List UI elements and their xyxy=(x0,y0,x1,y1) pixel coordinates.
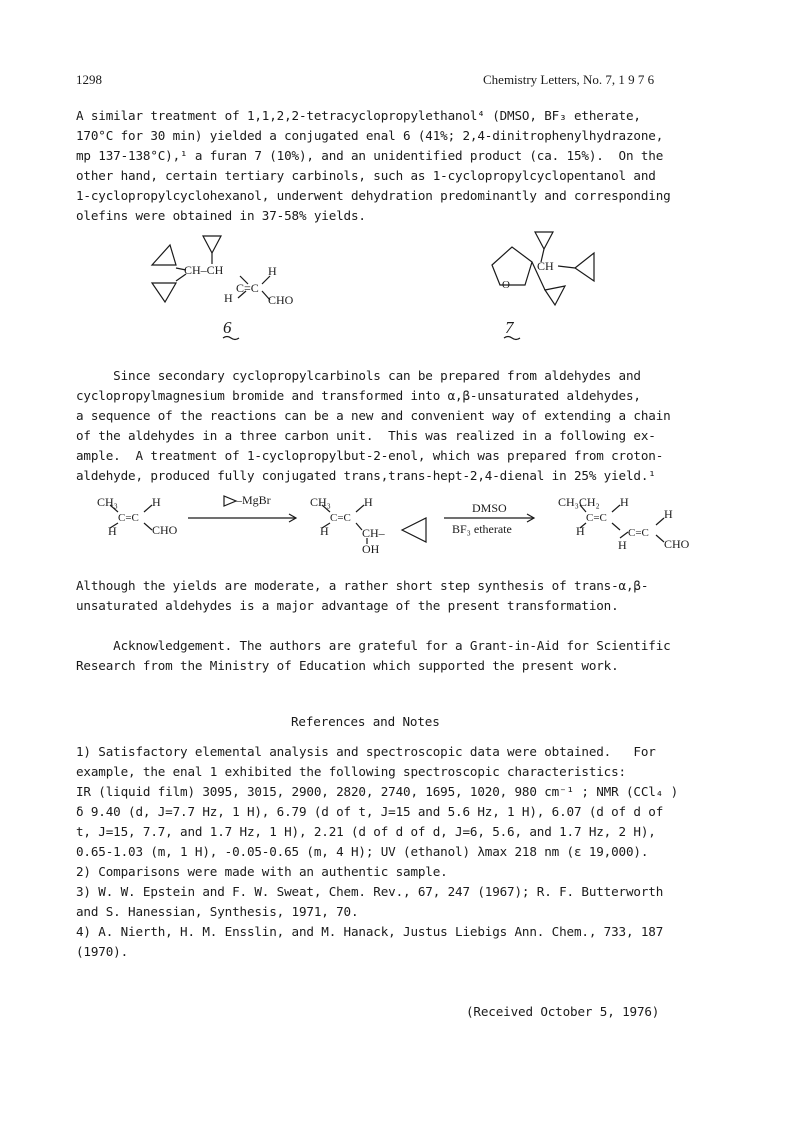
atom-label: C=C xyxy=(628,527,649,539)
atom-label: C=C xyxy=(586,512,607,524)
paragraph-line: Since secondary cyclopropylcarbinols can be prepared from aldehydes and xyxy=(76,368,641,383)
atom-label: H xyxy=(364,495,373,509)
paragraph-line: aldehyde, produced fully conjugated trans,trans-hept-2,4-dienal in 25% yield.¹ xyxy=(76,468,656,483)
atom-label: C=C xyxy=(118,512,139,524)
atom-label: H xyxy=(268,264,277,278)
atom-label: CH–CH xyxy=(184,263,224,277)
journal-header: Chemistry Letters, No. 7, 1 9 7 6 xyxy=(483,72,655,87)
paragraph-line: A similar treatment of 1,1,2,2-tetracyclopropylethanol⁴ (DMSO, BF₃ etherate, xyxy=(76,108,641,123)
paragraph-line: other hand, certain tertiary carbinols, such as 1-cyclopropylcyclopentanol and xyxy=(76,168,656,183)
reference-line: δ 9.40 (d, J=7.7 Hz, 1 H), 6.79 (d of t, J=15 and 5.6 Hz, 1 H), 6.07 (d of d of xyxy=(76,804,664,819)
paragraph-line: of the aldehydes in a three carbon unit. This was realized in a following ex- xyxy=(76,428,656,443)
reference-line: 4) A. Nierth, H. M. Ensslin, and M. Hanack, Justus Liebigs Ann. Chem., 733, 187 xyxy=(76,924,664,939)
reagent-dmso: DMSO xyxy=(472,501,507,515)
atom-label: H xyxy=(576,524,585,538)
atom-label: O xyxy=(502,279,510,291)
references-title: References and Notes xyxy=(291,714,440,729)
atom-label: CHO xyxy=(268,293,294,307)
atom-label: H xyxy=(664,507,673,521)
atom-label: CH₃ xyxy=(97,495,118,509)
acknowledgement-line: Research from the Ministry of Education which supported the present work. xyxy=(76,658,619,673)
page-number: 1298 xyxy=(76,72,102,87)
paragraph-line: 1-cyclopropylcyclohexanol, underwent dehydration predominantly and corresponding xyxy=(76,188,671,203)
atom-label: OH xyxy=(362,542,380,556)
cyclopropyl-ring xyxy=(402,518,426,542)
paragraph-line: Although the yields are moderate, a rather short step synthesis of trans-α,β- xyxy=(76,578,649,593)
reference-line: example, the enal 1 exhibited the following spectroscopic characteristics: xyxy=(76,764,626,779)
reference-line: 0.65-1.03 (m, 1 H), -0.05-0.65 (m, 4 H); UV (ethanol) λmax 218 nm (ε 19,000). xyxy=(76,844,649,859)
reagent-grignard: –MgBr xyxy=(236,493,271,507)
cyclopropyl-ring xyxy=(545,286,565,305)
reference-line: 1) Satisfactory elemental analysis and spectroscopic data were obtained. For xyxy=(76,744,656,759)
paragraph-line: 170°C for 30 min) yielded a conjugated enal 6 (41%; 2,4-dinitrophenylhydrazone, xyxy=(76,128,664,143)
reference-line: t, J=15, 7.7, and 1.7 Hz, 1 H), 2.21 (d of d of d, J=6, 5.6, and 1.7 Hz, 2 H), xyxy=(76,824,656,839)
paragraph-line: cyclopropylmagnesium bromide and transformed into α,β-unsaturated aldehydes, xyxy=(76,388,641,403)
atom-label: CH₃CH₂ xyxy=(558,495,600,509)
compound-label-7: 7 xyxy=(505,318,514,337)
cyclopropyl-ring xyxy=(152,245,176,265)
reference-line: 2) Comparisons were made with an authentic sample. xyxy=(76,864,448,879)
received-date: (Received October 5, 1976) xyxy=(466,1004,660,1019)
cyclopropyl-ring xyxy=(203,236,221,253)
cyclopropyl-ring xyxy=(152,283,176,302)
paragraph-line: unsaturated aldehydes is a major advantage of the present transformation. xyxy=(76,598,619,613)
paragraph-line: olefins were obtained in 37-58% yields. xyxy=(76,208,366,223)
paragraph-line: mp 137-138°C),¹ a furan 7 (10%), and an unidentified product (ca. 15%). On the xyxy=(76,148,664,163)
reference-line: 3) W. W. Epstein and F. W. Sweat, Chem. Rev., 67, 247 (1967); R. F. Butterworth xyxy=(76,884,664,899)
atom-label: CHO xyxy=(664,537,690,551)
reagent-bf3: BF₃ etherate xyxy=(452,522,512,536)
atom-label: H xyxy=(224,291,233,305)
atom-label: H xyxy=(320,524,329,538)
reference-line: (1970). xyxy=(76,944,129,959)
atom-label: CHO xyxy=(152,523,178,537)
cyclopropyl-ring xyxy=(535,232,553,249)
paragraph-line: ample. A treatment of 1-cyclopropylbut-2-enol, which was prepared from croton- xyxy=(76,448,664,463)
atom-label: CH₃ xyxy=(310,495,331,509)
paragraph-line: a sequence of the reactions can be a new and convenient way of extending a chain xyxy=(76,408,671,423)
atom-label: C=C xyxy=(236,281,259,295)
atom-label: CH xyxy=(537,259,554,273)
atom-label: C=C xyxy=(330,512,351,524)
atom-label: H xyxy=(618,538,627,552)
reference-line: and S. Hanessian, Synthesis, 1971, 70. xyxy=(76,904,359,919)
acknowledgement-line: Acknowledgement. The authors are grateful for a Grant-in-Aid for Scientific xyxy=(76,638,671,653)
tetrahydrofuran-ring xyxy=(492,247,532,285)
atom-label: H xyxy=(108,524,117,538)
cyclopropyl-icon xyxy=(224,496,236,506)
cyclopropyl-ring xyxy=(575,253,594,281)
atom-label: H xyxy=(620,495,629,509)
atom-label: H xyxy=(152,495,161,509)
reference-line: IR (liquid film) 3095, 3015, 2900, 2820, 2740, 1695, 1020, 980 cm⁻¹ ; NMR (CCl₄ ) xyxy=(76,784,678,799)
compound-label-6: 6 xyxy=(223,318,232,337)
atom-label: CH– xyxy=(362,526,385,540)
